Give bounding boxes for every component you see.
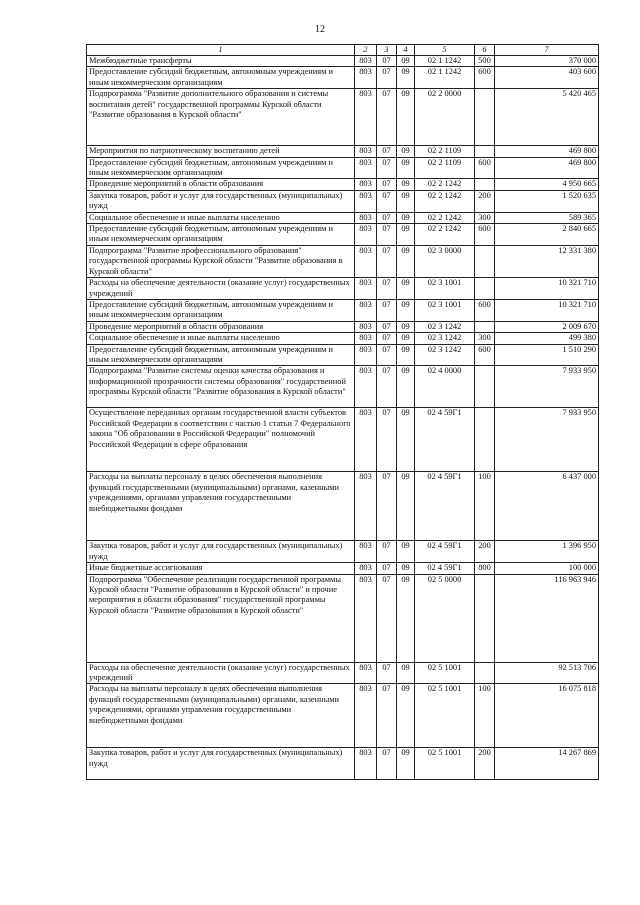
- column-header: 5: [415, 45, 475, 56]
- row-target-article: 02 2 1242: [415, 179, 475, 190]
- table-row: [87, 278, 599, 300]
- row-name: Предоставление субсидий бюджетным, автономным учреждениям и иным некоммерческим организациям: [87, 224, 355, 246]
- row-name: Межбюджетные трансферты: [87, 56, 355, 67]
- row-subsection: 09: [397, 67, 415, 89]
- table-row: [87, 574, 599, 662]
- row-target-article: 02 2 1242: [415, 190, 475, 212]
- row-admin-code: 803: [355, 245, 377, 277]
- row-target-article: 02 5 1001: [415, 662, 475, 684]
- column-header: 1: [87, 45, 355, 56]
- row-subsection: 09: [397, 333, 415, 344]
- row-section: 07: [377, 299, 397, 321]
- row-expense-type: [475, 89, 495, 146]
- row-section: 07: [377, 662, 397, 684]
- row-target-article: 02 2 1242: [415, 224, 475, 246]
- row-admin-code: 803: [355, 224, 377, 246]
- row-subsection: 09: [397, 190, 415, 212]
- row-name: Закупка товаров, работ и услуг для государственных (муниципальных) нужд: [87, 190, 355, 212]
- row-expense-type: 300: [475, 212, 495, 223]
- row-expense-type: 300: [475, 333, 495, 344]
- row-subsection: 09: [397, 157, 415, 179]
- table-row: [87, 472, 599, 541]
- row-target-article: 02 2 0000: [415, 89, 475, 146]
- row-subsection: 09: [397, 278, 415, 300]
- table-row: [87, 146, 599, 157]
- row-target-article: 02 4 59Г1: [415, 408, 475, 472]
- row-section: 07: [377, 212, 397, 223]
- row-name: Социальное обеспечение и иные выплаты населению: [87, 212, 355, 223]
- table-row: [87, 56, 599, 67]
- row-amount: 6 437 000: [495, 472, 599, 541]
- row-expense-type: 600: [475, 299, 495, 321]
- row-amount: 7 933 950: [495, 366, 599, 408]
- row-target-article: 02 3 1001: [415, 299, 475, 321]
- row-target-article: 02 3 0000: [415, 245, 475, 277]
- row-subsection: 09: [397, 224, 415, 246]
- row-amount: 370 000: [495, 56, 599, 67]
- table-row: [87, 344, 599, 366]
- row-name: Предоставление субсидий бюджетным, автономным учреждениям и иным некоммерческим организациям: [87, 344, 355, 366]
- row-name: Осуществление переданных органам государственной власти субъектов Российской Федерации в соответствии с частью 1 статьи 7 Федерального закона "Об образовании в Российской Федерации" полномочий Российской Федерации в сфере образования: [87, 408, 355, 472]
- table-row: [87, 563, 599, 574]
- table-row: [87, 662, 599, 684]
- column-header: 4: [397, 45, 415, 56]
- row-target-article: 02 5 1001: [415, 748, 475, 780]
- row-admin-code: 803: [355, 56, 377, 67]
- row-section: 07: [377, 684, 397, 748]
- row-admin-code: 803: [355, 190, 377, 212]
- table-row: [87, 299, 599, 321]
- row-section: 07: [377, 408, 397, 472]
- row-expense-type: 200: [475, 748, 495, 780]
- row-subsection: 09: [397, 245, 415, 277]
- row-subsection: 09: [397, 212, 415, 223]
- row-target-article: 02 5 0000: [415, 574, 475, 662]
- row-expense-type: 600: [475, 344, 495, 366]
- row-admin-code: 803: [355, 179, 377, 190]
- row-section: 07: [377, 157, 397, 179]
- table-row: [87, 321, 599, 332]
- row-amount: 14 267 869: [495, 748, 599, 780]
- row-amount: 92 513 706: [495, 662, 599, 684]
- row-section: 07: [377, 146, 397, 157]
- row-subsection: 09: [397, 684, 415, 748]
- row-target-article: 02 1 1242: [415, 56, 475, 67]
- page-number: 12: [315, 24, 325, 35]
- row-target-article: 02 3 1242: [415, 344, 475, 366]
- row-admin-code: 803: [355, 212, 377, 223]
- row-section: 07: [377, 56, 397, 67]
- row-target-article: 02 3 1001: [415, 278, 475, 300]
- row-name: Подпрограмма "Развитие дополнительного образования и системы воспитания детей" государственной программы Курской области "Развитие образования в Курской области": [87, 89, 355, 146]
- table-row: [87, 541, 599, 563]
- row-name: Подпрограмма "Обеспечение реализации государственной программы Курской области "Развитие образования в Курской области" и прочие мероприятия в области образования" государственной программы Курской области "Развитие образования в Курской области": [87, 574, 355, 662]
- row-amount: 2 009 670: [495, 321, 599, 332]
- row-section: 07: [377, 190, 397, 212]
- row-subsection: 09: [397, 344, 415, 366]
- row-name: Закупка товаров, работ и услуг для государственных (муниципальных) нужд: [87, 541, 355, 563]
- row-section: 07: [377, 245, 397, 277]
- row-amount: 469 800: [495, 146, 599, 157]
- row-expense-type: 200: [475, 541, 495, 563]
- row-name: Предоставление субсидий бюджетным, автономным учреждениям и иным некоммерческим организациям: [87, 299, 355, 321]
- row-subsection: 09: [397, 299, 415, 321]
- table-row: [87, 157, 599, 179]
- row-admin-code: 803: [355, 366, 377, 408]
- table-row: [87, 179, 599, 190]
- row-expense-type: 200: [475, 190, 495, 212]
- row-admin-code: 803: [355, 278, 377, 300]
- row-expense-type: [475, 245, 495, 277]
- row-target-article: 02 3 1242: [415, 321, 475, 332]
- row-admin-code: 803: [355, 472, 377, 541]
- row-expense-type: [475, 366, 495, 408]
- row-subsection: 09: [397, 321, 415, 332]
- row-name: Проведение мероприятий в области образования: [87, 179, 355, 190]
- row-admin-code: 803: [355, 146, 377, 157]
- row-expense-type: [475, 574, 495, 662]
- row-section: 07: [377, 344, 397, 366]
- row-name: Закупка товаров, работ и услуг для государственных (муниципальных) нужд: [87, 748, 355, 780]
- table-row: [87, 190, 599, 212]
- table-row: [87, 748, 599, 780]
- column-header: 2: [355, 45, 377, 56]
- row-subsection: 09: [397, 366, 415, 408]
- row-amount: 12 331 380: [495, 245, 599, 277]
- row-section: 07: [377, 574, 397, 662]
- row-amount: 16 075 818: [495, 684, 599, 748]
- row-target-article: 02 2 1109: [415, 146, 475, 157]
- row-expense-type: 600: [475, 224, 495, 246]
- row-section: 07: [377, 179, 397, 190]
- row-target-article: 02 4 59Г1: [415, 472, 475, 541]
- row-name: Проведение мероприятий в области образования: [87, 321, 355, 332]
- table-row: [87, 89, 599, 146]
- row-section: 07: [377, 67, 397, 89]
- row-name: Мероприятия по патриотическому воспитанию детей: [87, 146, 355, 157]
- row-amount: 1 520 635: [495, 190, 599, 212]
- table-row: [87, 67, 599, 89]
- row-expense-type: [475, 278, 495, 300]
- row-name: Расходы на обеспечение деятельности (оказание услуг) государственных учреждений: [87, 662, 355, 684]
- table-row: [87, 245, 599, 277]
- row-section: 07: [377, 278, 397, 300]
- row-amount: 4 950 665: [495, 179, 599, 190]
- row-subsection: 09: [397, 574, 415, 662]
- row-amount: 2 840 665: [495, 224, 599, 246]
- row-name: Расходы на выплаты персоналу в целях обеспечения выполнения функций государственными (муниципальными) органами, казенными учреждениями, органами управления государственными внебюджетными фондами: [87, 684, 355, 748]
- row-target-article: 02 1 1242: [415, 67, 475, 89]
- row-section: 07: [377, 563, 397, 574]
- row-amount: 1 396 950: [495, 541, 599, 563]
- row-expense-type: 600: [475, 67, 495, 89]
- row-amount: 100 000: [495, 563, 599, 574]
- row-admin-code: 803: [355, 574, 377, 662]
- table-row: [87, 408, 599, 472]
- row-admin-code: 803: [355, 157, 377, 179]
- row-section: 07: [377, 472, 397, 541]
- row-expense-type: [475, 179, 495, 190]
- column-header: 7: [495, 45, 599, 56]
- row-amount: 1 510 290: [495, 344, 599, 366]
- row-amount: 499 380: [495, 333, 599, 344]
- row-admin-code: 803: [355, 333, 377, 344]
- row-target-article: 02 2 1109: [415, 157, 475, 179]
- row-section: 07: [377, 224, 397, 246]
- row-name: Расходы на выплаты персоналу в целях обеспечения выполнения функций государственными (муниципальными) органами, казенными учреждениями, органами управления государственными внебюджетными фондами: [87, 472, 355, 541]
- row-admin-code: 803: [355, 67, 377, 89]
- row-name: Социальное обеспечение и иные выплаты населению: [87, 333, 355, 344]
- row-name: Предоставление субсидий бюджетным, автономным учреждениям и иным некоммерческим организациям: [87, 157, 355, 179]
- row-subsection: 09: [397, 472, 415, 541]
- row-target-article: 02 5 1001: [415, 684, 475, 748]
- row-admin-code: 803: [355, 344, 377, 366]
- row-subsection: 09: [397, 408, 415, 472]
- row-target-article: 02 4 0000: [415, 366, 475, 408]
- row-admin-code: 803: [355, 321, 377, 332]
- row-subsection: 09: [397, 146, 415, 157]
- row-target-article: 02 4 59Г1: [415, 563, 475, 574]
- row-amount: 469 800: [495, 157, 599, 179]
- row-expense-type: 800: [475, 563, 495, 574]
- row-admin-code: 803: [355, 541, 377, 563]
- row-subsection: 09: [397, 89, 415, 146]
- row-admin-code: 803: [355, 684, 377, 748]
- row-expense-type: [475, 321, 495, 332]
- header-row: [87, 45, 599, 56]
- column-header: 6: [475, 45, 495, 56]
- row-amount: 7 933 950: [495, 408, 599, 472]
- table-row: [87, 212, 599, 223]
- column-header: 3: [377, 45, 397, 56]
- row-amount: 10 321 710: [495, 278, 599, 300]
- row-subsection: 09: [397, 541, 415, 563]
- row-name: Подпрограмма "Развитие профессионального образования" государственной программы Курской области "Развитие образования в Курской области": [87, 245, 355, 277]
- row-subsection: 09: [397, 179, 415, 190]
- table-row: [87, 224, 599, 246]
- row-admin-code: 803: [355, 408, 377, 472]
- row-amount: 10 321 710: [495, 299, 599, 321]
- row-subsection: 09: [397, 662, 415, 684]
- row-subsection: 09: [397, 563, 415, 574]
- row-name: Предоставление субсидий бюджетным, автономным учреждениям и иным некоммерческим организациям: [87, 67, 355, 89]
- table-row: [87, 684, 599, 748]
- row-target-article: 02 4 59Г1: [415, 541, 475, 563]
- row-name: Расходы на обеспечение деятельности (оказание услуг) государственных учреждений: [87, 278, 355, 300]
- row-admin-code: 803: [355, 299, 377, 321]
- row-amount: 116 963 946: [495, 574, 599, 662]
- row-expense-type: 100: [475, 472, 495, 541]
- row-expense-type: 500: [475, 56, 495, 67]
- table-row: [87, 366, 599, 408]
- budget-table: [86, 44, 599, 780]
- row-section: 07: [377, 541, 397, 563]
- row-section: 07: [377, 333, 397, 344]
- row-admin-code: 803: [355, 89, 377, 146]
- row-subsection: 09: [397, 748, 415, 780]
- row-section: 07: [377, 366, 397, 408]
- row-amount: 589 365: [495, 212, 599, 223]
- row-target-article: 02 2 1242: [415, 212, 475, 223]
- row-expense-type: 600: [475, 157, 495, 179]
- row-amount: 5 420 465: [495, 89, 599, 146]
- table-row: [87, 333, 599, 344]
- row-name: Подпрограмма "Развитие системы оценки качества образования и информационной прозрачности системы образования" государственной программы Курской области "Развитие образования в Курской области": [87, 366, 355, 408]
- row-expense-type: [475, 662, 495, 684]
- row-expense-type: [475, 146, 495, 157]
- row-subsection: 09: [397, 56, 415, 67]
- row-amount: 403 600: [495, 67, 599, 89]
- row-section: 07: [377, 748, 397, 780]
- row-admin-code: 803: [355, 662, 377, 684]
- row-admin-code: 803: [355, 748, 377, 780]
- row-admin-code: 803: [355, 563, 377, 574]
- row-section: 07: [377, 321, 397, 332]
- row-name: Иные бюджетные ассигнования: [87, 563, 355, 574]
- row-expense-type: 100: [475, 684, 495, 748]
- row-expense-type: [475, 408, 495, 472]
- row-target-article: 02 3 1242: [415, 333, 475, 344]
- row-section: 07: [377, 89, 397, 146]
